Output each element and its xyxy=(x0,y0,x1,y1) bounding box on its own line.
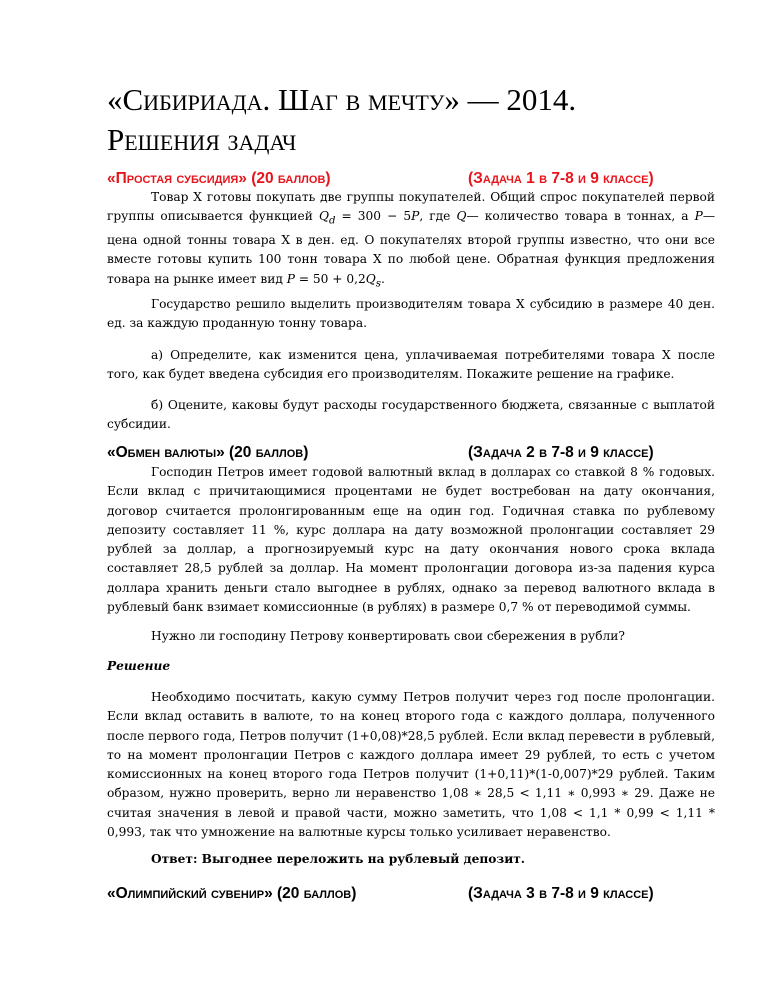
problem1-heading-title: «Простая субсидия» (20 баллов) xyxy=(107,170,331,187)
text-run: — цена одной тонны товара X в ден. ед. О покупателях второй группы известно, что они все вместе готовы купить 100 тонн товара X по любой цене. Обратная функция предложения товара на рынке имеет вид xyxy=(107,209,716,286)
problem2-paragraph-1: Господин Петров имеет годовой валютный вклад в долларах со ставкой 8 % годовых. Если вклад с причитающимися процентами не будет востребован на дату окончания, договор считается пролонгированным еще на один год. Годичная ставка по рублевому депозиту составляет 11 %, курс доллара на дату возможной пролонгации составляет 29 рублей за доллар, а прогнозируемый курс на дату окончания нового срока вклада составляет 28,5 рублей за доллар. На момент пролонгации договора из-за падения курса доллара хранить деньги стало выгоднее в рублях, однако за перевод валютного вклада в рублевый банк взимает комиссионные (в рублях) в размере 0,7 % от переводимой суммы. xyxy=(107,465,715,615)
math-qd xyxy=(318,209,336,227)
math-var: Q xyxy=(318,209,329,224)
problem3-heading xyxy=(107,883,717,905)
text-run: . xyxy=(380,271,385,286)
problem3-heading-title: «Олимпийский сувенир» (20 баллов) xyxy=(107,885,357,902)
text-run: Товар X готовы покупать две группы покупателей. Общий спрос покупателей первой группы описывается функцией xyxy=(107,190,715,224)
problem2-heading-grade: (Задача 2 в 7-8 и 9 классе) xyxy=(468,444,654,461)
text-run: = 300 − 5 xyxy=(335,209,412,224)
problem2-heading xyxy=(107,442,717,464)
math-var: P xyxy=(286,271,295,286)
problem2-question: Нужно ли господину Петрову конвертировать свои сбережения в рубли? xyxy=(151,629,625,643)
problem1-question-a: а) Определите, как изменится цена, уплачиваемая потребителями товара X после того, как будет введена субсидия его производителям. Покажите решение на графике. xyxy=(107,348,715,382)
problem1-paragraph-2: Государство решило выделить производителям товара X субсидию в размере 40 ден. ед. за каждую проданную тонну товара. xyxy=(107,297,715,331)
solution-label: Решение xyxy=(107,659,171,673)
problem3-heading-grade: (Задача 3 в 7-8 и 9 классе) xyxy=(468,885,654,902)
problem1-paragraph-1 xyxy=(107,188,715,293)
math-sub: s xyxy=(375,278,381,290)
math-var: Q xyxy=(456,209,467,224)
math-var: Q xyxy=(365,271,376,286)
problem1-heading-grade: (Задача 1 в 7-8 и 9 классе) xyxy=(468,170,654,187)
page-title: «Сибириада. Шаг в мечту» — 2014. Решения задач xyxy=(107,82,577,157)
math-var: P xyxy=(694,209,703,224)
problem2-answer: Ответ: Выгоднее переложить на рублевый депозит. xyxy=(151,852,526,866)
text-run: , где xyxy=(419,209,457,224)
math-var: P xyxy=(411,209,420,224)
math-sub: d xyxy=(328,215,336,227)
text-run: — количество товара в тоннах, а xyxy=(466,209,695,224)
math-qs xyxy=(365,271,381,290)
problem1-heading xyxy=(107,168,717,190)
problem1-question-b: б) Оцените, каковы будут расходы государственного бюджета, связанные с выплатой субсидии. xyxy=(107,398,715,432)
text-run: = 50 + 0,2 xyxy=(294,271,366,286)
problem2-heading-title: «Обмен валюты» (20 баллов) xyxy=(107,444,309,461)
problem2-solution: Необходимо посчитать, какую сумму Петров получит через год после пролонгации. Если вклад оставить в валюте, то на конец второго года с каждого доллара, полученного после первого года, Петров получит (1+0,08)*28,5 рублей. Если вклад перевести в рублевый, то на момент пролонгации Петров с каждого доллара имеет 29 рублей, то есть с учетом комиссионных на конец второго года Петров получит (1+0,11)*(1-0,007)*29 рублей. Таким образом, нужно проверить, верно ли неравенство 1,08 ∗ 28,5 < 1,11 ∗ 0,993 ∗ 29. Даже не считая значения в левой и правой части, можно заметить, что 1,08 < 1,1 * 0,99 < 1,11 * 0,993, так что умножение на валютные курсы только усиливает неравенство. xyxy=(107,690,715,840)
